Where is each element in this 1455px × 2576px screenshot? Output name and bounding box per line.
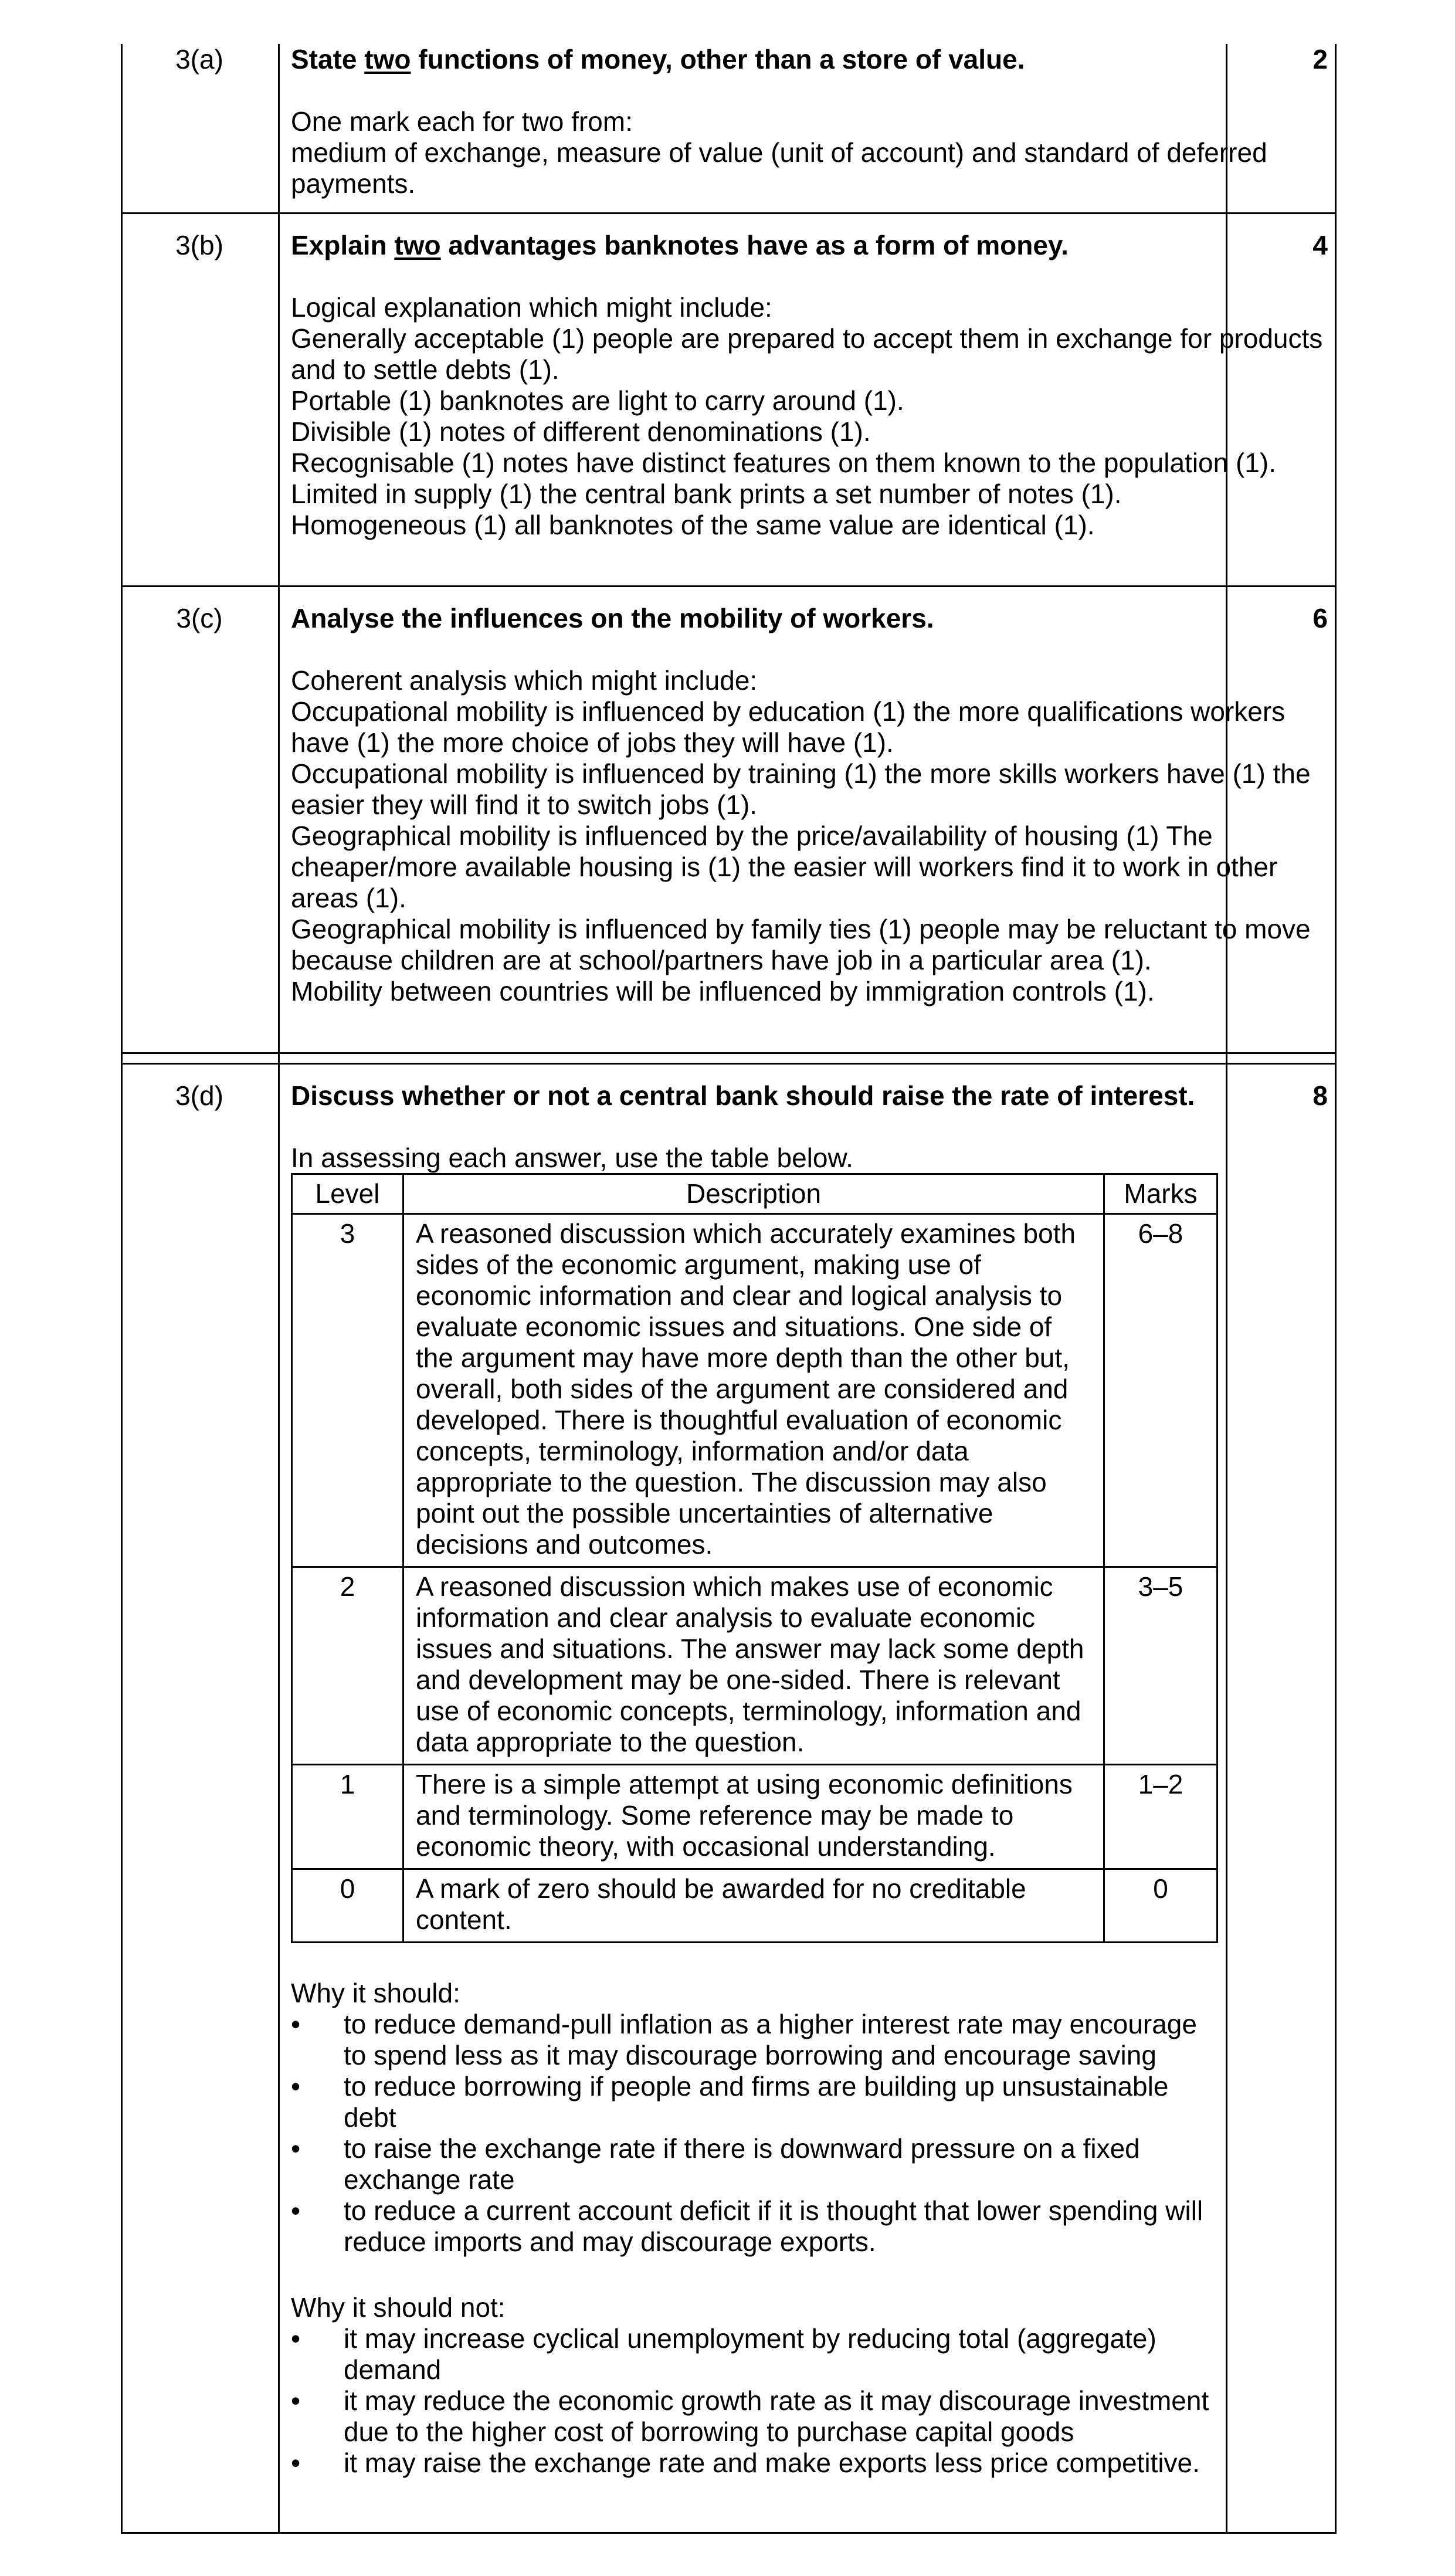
question-number: 3(b) [175,230,223,260]
table-row [292,1214,1217,1567]
marks-cell: 1–2 [1104,1765,1217,1869]
answer-line: Coherent analysis which might include: [291,665,758,696]
answer-line: Logical explanation which might include: [291,292,772,323]
header-marks: Marks [1104,1174,1217,1214]
marks-cell: 6–8 [1104,1214,1217,1567]
marks-value: 8 [1312,1080,1328,1111]
question-content [291,603,1323,1007]
why-should-heading: Why it should: [291,1978,460,2008]
marks-cell: 3–5 [1104,1567,1217,1765]
header-description: Description [403,1174,1104,1214]
question-content [291,230,1323,541]
description-cell: There is a simple attempt at using economic definitions and terminology. Some reference may be made to economic theory, with occasional understanding. [403,1765,1104,1869]
level-cell: 2 [292,1567,403,1765]
answer-line: Geographical mobility is influenced by family ties (1) people may be reluctant to move because children are at school/partners have job in a particular area (1). [291,914,1311,975]
question-text: Analyse the influences on the mobility of workers. [291,603,934,633]
answer-line: Homogeneous (1) all banknotes of the same value are identical (1). [291,510,1095,540]
why-should-list [291,2009,1226,2258]
header-level: Level [292,1174,403,1214]
answer-line: One mark each for two from: [291,106,633,137]
row-divider [121,585,1337,587]
list-item: • to reduce borrowing if people and firms are building up unsustainable debt [291,2071,1226,2133]
question-text: State two functions of money, other than a store of value. [291,44,1025,74]
table-row [292,1567,1217,1765]
answer-line: Occupational mobility is influenced by education (1) the more qualifications workers have (1) the more choice of jobs they will have (1). [291,696,1286,758]
answer-line: Generally acceptable (1) people are prepared to accept them in exchange for products and to settle debts (1). [291,323,1323,385]
row-divider [121,1052,1337,1054]
answer-line: medium of exchange, measure of value (unit of account) and standard of deferred payments. [291,137,1267,199]
why-not-heading: Why it should not: [291,2292,506,2323]
description-cell: A reasoned discussion which makes use of economic information and clear analysis to evaluate economic issues and situations. The answer may lack some depth and development may be one-sided. There is relevant use of economic concepts, terminology, information and data appropriate to the question. [403,1567,1104,1765]
list-item: • to raise the exchange rate if there is downward pressure on a fixed exchange rate [291,2133,1226,2195]
list-item: • it may increase cyclical unemployment by reducing total (aggregate) demand [291,2323,1226,2385]
why-not-list [291,2323,1226,2479]
answer-line: Divisible (1) notes of different denominations (1). [291,416,871,447]
why-not-section [291,2292,1226,2479]
table-border-right [1335,44,1337,2534]
table-border-left [121,44,123,2534]
question-content [291,1080,1226,2478]
answer-line: Recognisable (1) notes have distinct features on them known to the population (1). [291,448,1276,478]
answer-line: Mobility between countries will be influenced by immigration controls (1). [291,976,1155,1006]
answer-line: Occupational mobility is influenced by training (1) the more skills workers have (1) the easier they will find it to switch jobs (1). [291,758,1311,820]
marks-value: 6 [1312,603,1328,633]
table-row [292,1765,1217,1869]
level-descriptor-table [291,1173,1218,1943]
question-number: 3(d) [175,1080,223,1111]
level-cell: 1 [292,1765,403,1869]
list-item: • it may raise the exchange rate and make exports less price competitive. [291,2448,1226,2479]
row-divider [121,1063,1337,1065]
why-should-section [291,1978,1226,2258]
description-cell: A mark of zero should be awarded for no creditable content. [403,1869,1104,1943]
answer-line: Geographical mobility is influenced by the price/availability of housing (1) The cheaper/more available housing is (1) the easier will workers find it to work in other areas (1). [291,821,1278,913]
row-divider [121,212,1337,214]
list-item: • to reduce a current account deficit if it is thought that lower spending will reduce imports and may discourage exports. [291,2195,1226,2258]
question-text: Explain two advantages banknotes have as a form of money. [291,230,1069,260]
table-header-row [292,1174,1217,1214]
list-item: • to reduce demand-pull inflation as a higher interest rate may encourage to spend less as it may discourage borrowing and encourage saving [291,2009,1226,2071]
list-item: • it may reduce the economic growth rate as it may discourage investment due to the higher cost of borrowing to purchase capital goods [291,2385,1226,2448]
column-divider-1 [278,44,280,2534]
question-number: 3(a) [175,44,223,74]
marks-value: 2 [1312,44,1328,74]
answer-line: Portable (1) banknotes are light to carry around (1). [291,385,904,416]
marks-cell: 0 [1104,1869,1217,1943]
description-cell: A reasoned discussion which accurately examines both sides of the economic argument, making use of economic information and clear and logical analysis to evaluate economic issues and situations. One side of the argument may have more depth than the other but, overall, both sides of the argument are considered and developed. There is thoughtful evaluation of economic concepts, terminology, information and/or data appropriate to the question. The discussion may also point out the possible uncertainties of alternative decisions and outcomes. [403,1214,1104,1567]
level-cell: 3 [292,1214,403,1567]
marks-value: 4 [1312,230,1328,260]
table-border-bottom [121,2532,1337,2534]
table-intro: In assessing each answer, use the table below. [291,1143,853,1173]
answer-line: Limited in supply (1) the central bank prints a set number of notes (1). [291,479,1122,509]
level-cell: 0 [292,1869,403,1943]
table-row [292,1869,1217,1943]
question-text: Discuss whether or not a central bank should raise the rate of interest. [291,1080,1195,1111]
question-number: 3(c) [176,603,223,633]
question-content [291,44,1323,199]
